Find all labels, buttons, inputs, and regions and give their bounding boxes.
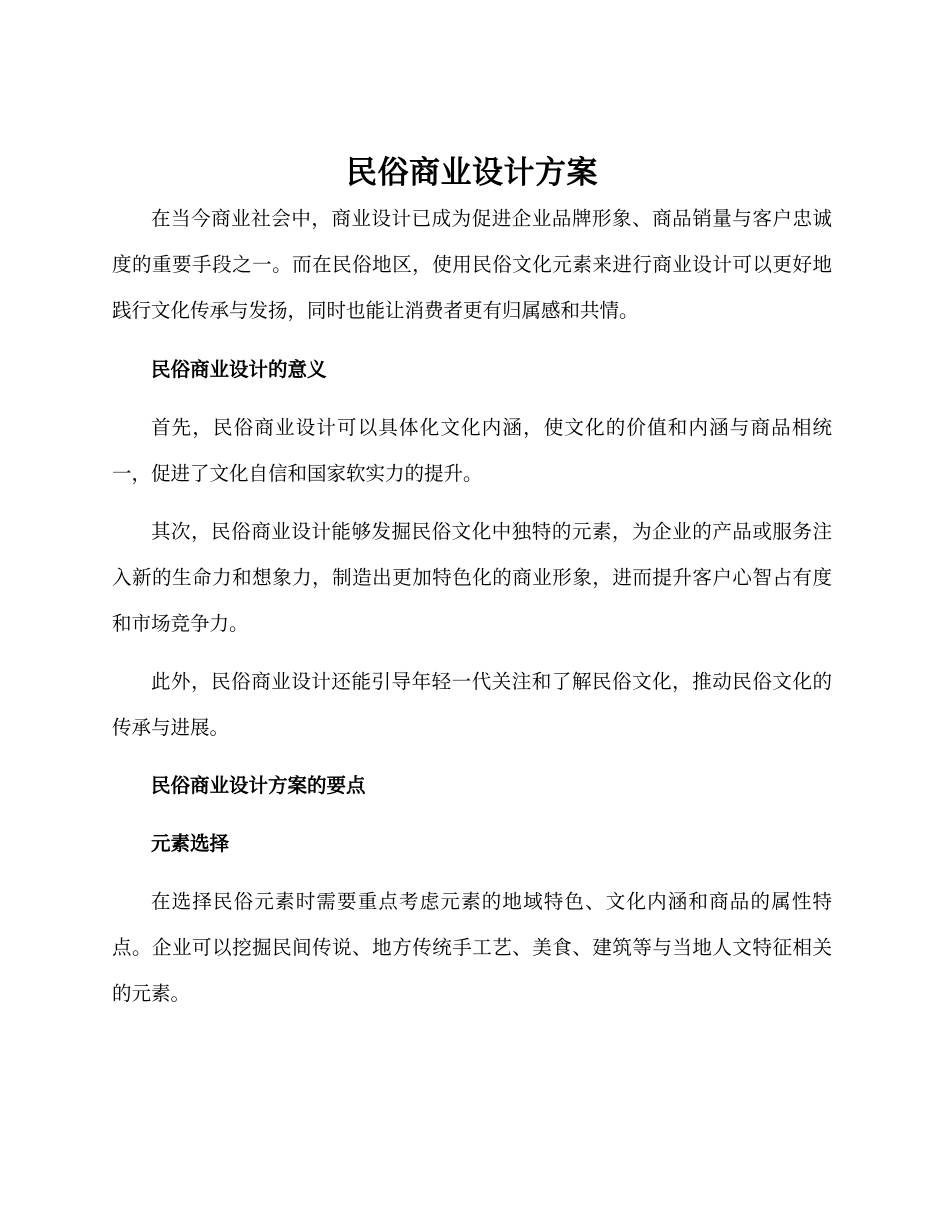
significance-paragraph-1: 首先，民俗商业设计可以具体化文化内涵，使文化的价值和内涵与商品相统一，促进了文化自信和国家软实力的提升。 [112, 416, 832, 485]
significance-paragraph-3: 此外，民俗商业设计还能引导年轻一代关注和了解民俗文化，推动民俗文化的传承与进展。 [112, 670, 832, 739]
section-heading-key-points: 民俗商业设计方案的要点 [151, 774, 366, 797]
spacer [112, 751, 832, 763]
section-heading-significance: 民俗商业设计的意义 [151, 358, 327, 381]
document-title: 民俗商业设计方案 [346, 155, 598, 191]
subheading-element-selection: 元素选择 [151, 832, 230, 855]
element-selection-paragraph: 在选择民俗元素时需要重点考虑元素的地域特色、文化内涵和商品的属性特点。企业可以挖掘民间传说、地方传统手工艺、美食、建筑等与当地人文特征相关的元素。 [112, 890, 832, 1005]
intro-paragraph: 在当今商业社会中，商业设计已成为促进企业品牌形象、商品销量与客户忠诚度的重要手段之一。而在民俗地区，使用民俗文化元素来进行商业设计可以更好地践行文化传承与发扬，同时也能让消费者更有归属感和共情。 [112, 207, 832, 322]
document-page [112, 150, 832, 1017]
significance-paragraph-2: 其次，民俗商业设计能够发掘民俗文化中独特的元素，为企业的产品或服务注入新的生命力和想象力，制造出更加特色化的商业形象，进而提升客户心智占有度和市场竞争力。 [112, 520, 832, 635]
spacer [112, 809, 832, 821]
spacer [112, 393, 832, 405]
spacer [112, 867, 832, 879]
spacer [112, 497, 832, 509]
spacer [112, 334, 832, 347]
spacer [112, 647, 832, 659]
